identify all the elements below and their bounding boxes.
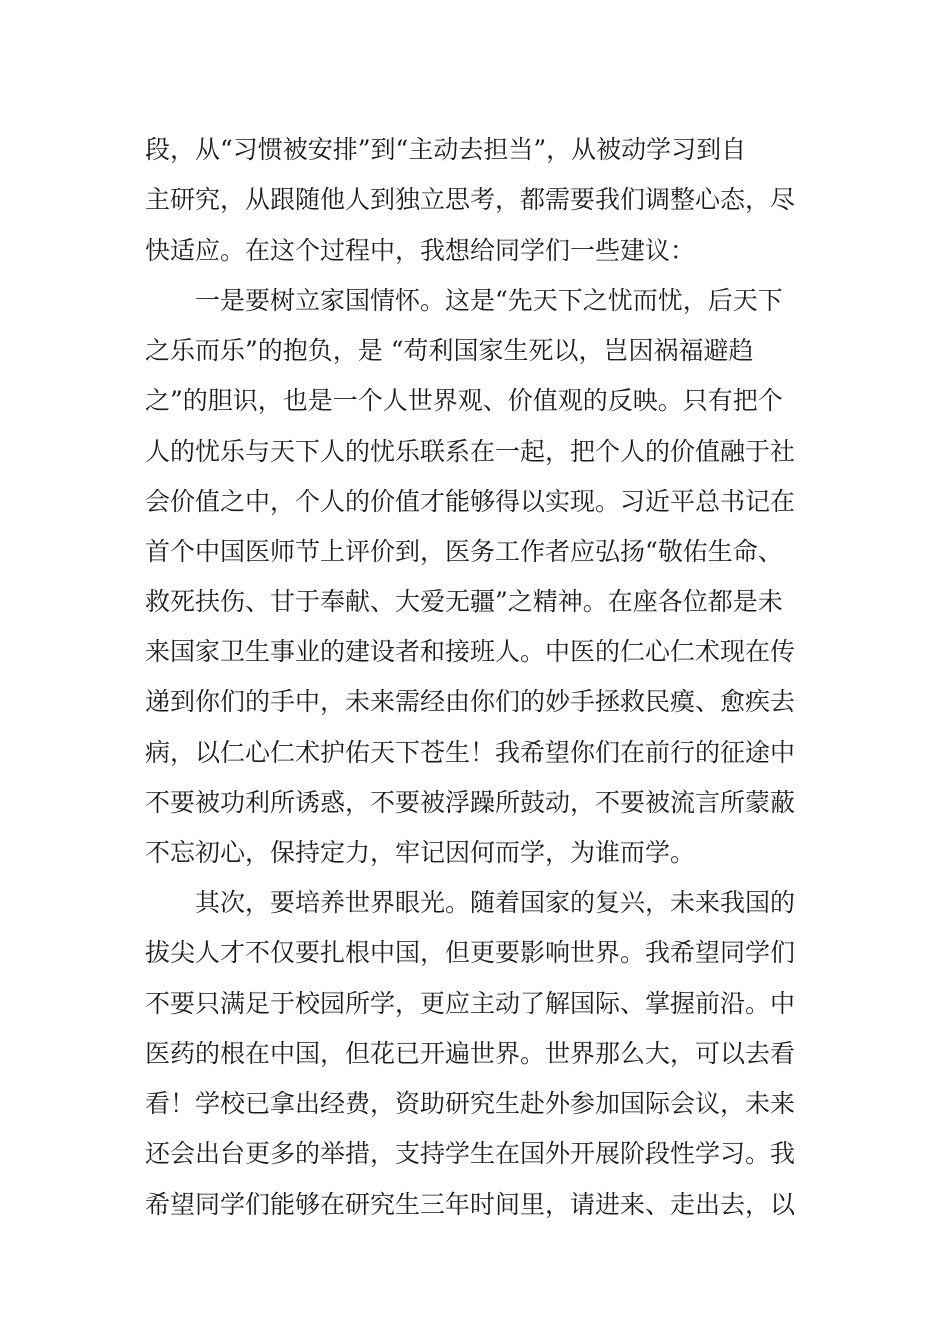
text-line-content: 不要被功利所诱惑，不要被浮躁所鼓动，不要被流言所蒙蔽 <box>145 788 796 817</box>
text-line-content: 主研究，从跟随他人到独立思考，都需要我们调整心态，尽 <box>145 185 796 214</box>
text-line <box>0 130 950 170</box>
text-line <box>0 331 950 371</box>
text-line <box>0 1034 950 1074</box>
text-line-content: 快适应。在这个过程中，我想给同学们一些建议： <box>145 236 696 265</box>
text-line <box>0 180 950 220</box>
text-line <box>0 482 950 522</box>
text-line-content: 不忘初心，保持定力，牢记因何而学，为谁而学。 <box>145 838 696 867</box>
text-line <box>0 733 950 773</box>
text-line <box>0 582 950 622</box>
text-line-content: 救死扶伤、甘于奉献、大爱无疆”之精神。在座各位都是未 <box>145 587 783 616</box>
text-line-content: 其次，要培养世界眼光。随着国家的复兴，未来我国的 <box>195 888 796 917</box>
text-line-content: 人的忧乐与天下人的忧乐联系在一起，把个人的价值融于社 <box>145 437 796 466</box>
text-line-content: 不要只满足于校园所学，更应主动了解国际、掌握前沿。中 <box>145 989 796 1018</box>
text-line <box>0 532 950 572</box>
text-line-content: 会价值之中，个人的价值才能够得以实现。习近平总书记在 <box>145 487 796 516</box>
text-line <box>0 432 950 472</box>
text-line-content: 之”的胆识，也是一个人世界观、价值观的反映。只有把个 <box>145 386 783 415</box>
text-line <box>0 632 950 672</box>
text-line-content: 段，从“习惯被安排”到“主动去担当”，从被动学习到自 <box>145 135 747 164</box>
text-line <box>0 1185 950 1225</box>
text-line <box>0 933 950 973</box>
text-line <box>0 381 950 421</box>
text-line-content: 希望同学们能够在研究生三年时间里，请进来、走出去，以 <box>145 1190 796 1219</box>
text-line <box>0 883 950 923</box>
text-line-content: 之乐而乐”的抱负，是 “苟利国家生死以，岂因祸福避趋 <box>145 336 754 365</box>
text-line-content: 看！学校已拿出经费，资助研究生赴外参加国际会议，未来 <box>145 1089 796 1118</box>
text-line-content: 病，以仁心仁术护佑天下苍生！我希望你们在前行的征途中 <box>145 738 796 767</box>
text-line <box>0 833 950 873</box>
text-line <box>0 281 950 321</box>
text-line-content: 医药的根在中国，但花已开遍世界。世界那么大，可以去看 <box>145 1039 796 1068</box>
text-line <box>0 1134 950 1174</box>
text-line-content: 递到你们的手中，未来需经由你们的妙手拯救民瘼、愈疾去 <box>145 687 796 716</box>
text-line-content: 一是要树立家国情怀。这是“先天下之忧而忧，后天下 <box>195 286 783 315</box>
text-line <box>0 682 950 722</box>
text-line-content: 拔尖人才不仅要扎根中国，但更要影响世界。我希望同学们 <box>145 938 796 967</box>
text-line <box>0 984 950 1024</box>
text-line <box>0 783 950 823</box>
text-line <box>0 1084 950 1124</box>
text-line <box>0 231 950 271</box>
text-line-content: 首个中国医师节上评价到，医务工作者应弘扬“敬佑生命、 <box>145 537 783 566</box>
text-line-content: 还会出台更多的举措，支持学生在国外开展阶段性学习。我 <box>145 1139 796 1168</box>
text-line-content: 来国家卫生事业的建设者和接班人。中医的仁心仁术现在传 <box>145 637 796 666</box>
